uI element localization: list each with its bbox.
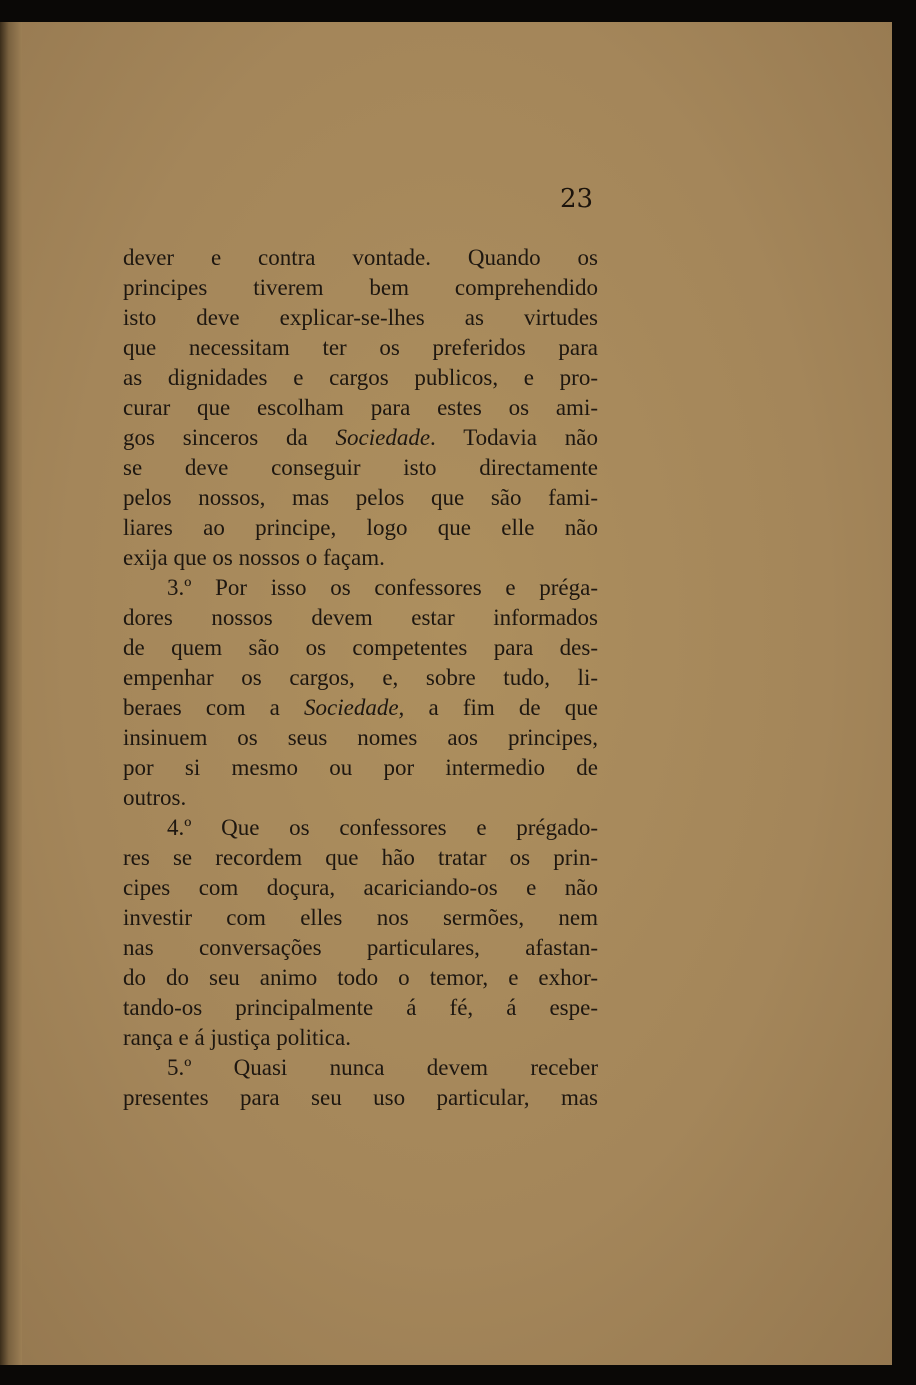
page-number: 23	[560, 184, 594, 214]
text-segment: isto deve explicar-se-lhes as virtudes	[123, 305, 598, 330]
text-line	[123, 633, 598, 663]
text-line	[123, 993, 598, 1023]
italic-text: Sociedade,	[304, 695, 405, 720]
text-line	[123, 903, 598, 933]
text-segment: nas conversações particulares, afastan-	[123, 935, 598, 960]
text-line	[123, 393, 598, 423]
text-line	[123, 963, 598, 993]
text-line	[123, 333, 598, 363]
text-segment: cipes com doçura, acariciando-os e não	[123, 875, 598, 900]
text-segment: 3.º Por isso os confessores e préga-	[167, 575, 598, 600]
text-segment: que necessitam ter os preferidos para	[123, 335, 598, 360]
text-segment: insinuem os seus nomes aos principes,	[123, 725, 598, 750]
text-line	[123, 603, 598, 633]
text-line	[123, 1083, 598, 1113]
text-segment: 4.º Que os confessores e prégado-	[167, 815, 598, 840]
text-segment: do do seu animo todo o temor, e exhor-	[123, 965, 598, 990]
text-segment: liares ao principe, logo que elle não	[123, 515, 598, 540]
text-line	[123, 813, 598, 843]
text-line	[123, 933, 598, 963]
text-line	[123, 1023, 598, 1053]
text-line	[123, 753, 598, 783]
text-segment: beraes com a	[123, 695, 305, 720]
text-segment: exija que os nossos o façam.	[123, 545, 385, 570]
text-line	[123, 873, 598, 903]
italic-text: Sociedade	[335, 425, 431, 450]
text-segment: empenhar os cargos, e, sobre tudo, li-	[123, 665, 598, 690]
text-line	[123, 663, 598, 693]
text-segment: res se recordem que hão tratar os prin-	[123, 845, 598, 870]
page-binding-edge	[0, 22, 22, 1365]
text-segment: tando-os principalmente á fé, á espe-	[123, 995, 598, 1020]
text-segment: . Todavia não	[430, 425, 598, 450]
text-segment: 5.º Quasi nunca devem receber	[167, 1055, 598, 1080]
text-segment: as dignidades e cargos publicos, e pro-	[123, 365, 598, 390]
text-segment: se deve conseguir isto directamente	[123, 455, 598, 480]
text-segment: outros.	[123, 785, 187, 810]
text-line	[123, 483, 598, 513]
text-line	[123, 423, 598, 453]
text-segment: de quem são os competentes para des-	[123, 635, 598, 660]
text-line	[123, 573, 598, 603]
text-segment: por si mesmo ou por intermedio de	[123, 755, 598, 780]
text-segment: pelos nossos, mas pelos que são fami-	[123, 485, 598, 510]
body-text	[123, 243, 598, 1113]
text-line	[123, 453, 598, 483]
text-segment: dores nossos devem estar informados	[123, 605, 598, 630]
text-line	[123, 243, 598, 273]
text-line	[123, 693, 598, 723]
text-segment: a fim de que	[404, 695, 598, 720]
text-segment: dever e contra vontade. Quando os	[123, 245, 598, 270]
text-line	[123, 513, 598, 543]
text-line	[123, 273, 598, 303]
text-line	[123, 783, 598, 813]
text-line	[123, 303, 598, 333]
text-segment: rança e á justiça politica.	[123, 1025, 351, 1050]
text-line	[123, 1053, 598, 1083]
text-line	[123, 363, 598, 393]
text-line	[123, 543, 598, 573]
text-segment: curar que escolham para estes os ami-	[123, 395, 598, 420]
text-line	[123, 723, 598, 753]
text-segment: presentes para seu uso particular, mas	[123, 1085, 598, 1110]
text-segment: gos sinceros da	[123, 425, 336, 450]
text-segment: principes tiverem bem comprehendido	[123, 275, 598, 300]
text-segment: investir com elles nos sermões, nem	[123, 905, 598, 930]
text-line	[123, 843, 598, 873]
